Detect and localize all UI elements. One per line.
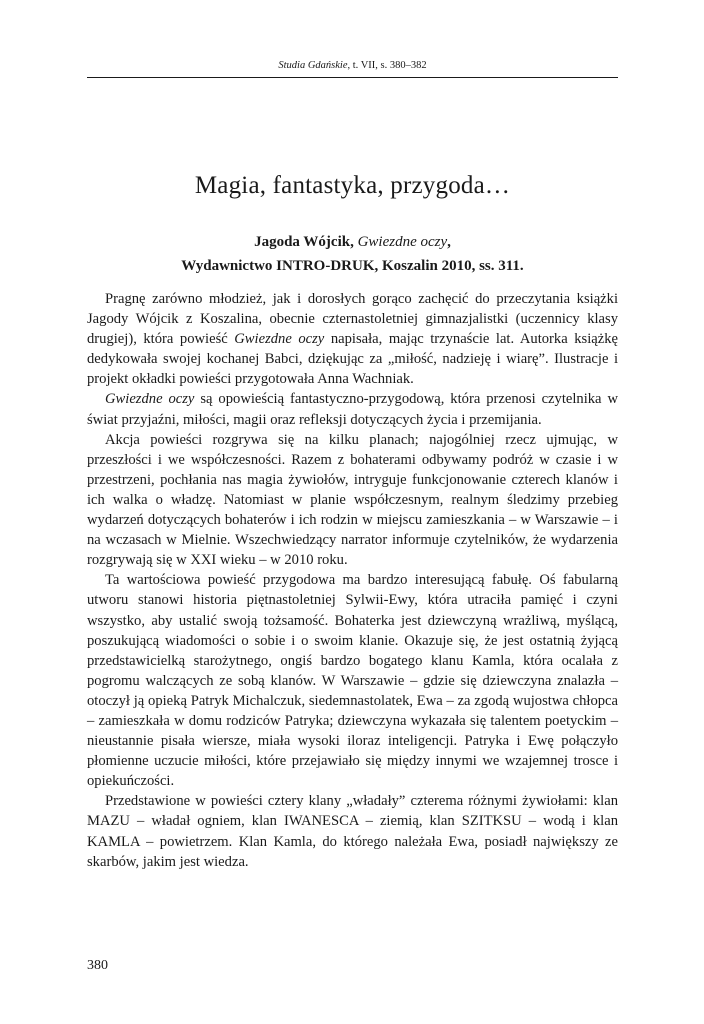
- paragraph-1: [87, 289, 618, 389]
- paragraph-5: Przedstawione w powieści cztery klany „władały” czterema różnymi żywiołami: klan MAZU – władał ogniem, klan IWANESCA – ziemią, klan SZITKSU – wodą i klan KAMLA – powietrzem. Klan Kamla, do którego należała Ewa, posiadł największy ze skarbów, jakim jest wiedza.: [87, 793, 618, 870]
- paragraph-4: Ta wartościowa powieść przygodowa ma bardzo interesującą fabułę. Oś fabularną utworu stanowi historia piętnastoletniej Sylwii-Ewy, która utraciła pamięć i czyni wszystko, aby ustalić swoją tożsamość. Bohaterka jest dziewczyną wrażliwą, myślącą, poszukującą wiadomości o sobie i o swoim klanie. Okazuje się, że jest ostatnią żyjącą przedstawicielką starożytnego, ongiś bardzo bogatego klanu Kamla, która ocalała z pogromu walczących ze sobą klanów. W Warszawie – gdzie się dziewczyna znalazła – otoczył ją opieką Patryk Michalczuk, siedemnastolatek, Ewa – za zgodą wujostwa chłopca – zamieszkała w domu rodziców Patryka; dziewczyna wykazała się talentem poetyckim – nieustannie pisała wiersze, miała wysoki iloraz inteligencji. Patryka i Ewę połączyło płomienne uczucie miłości, które przejawiało się między innymi we wzajemnej trosce i opiekuńczości.: [87, 572, 618, 790]
- paragraph-1-text-end: napisała, mając trzynaście lat. Autorka książkę dedykowała swojej kochanej Babci, dziękując za „miłość, nadzieję i wiarę”. Ilustracje i projekt okładki powieści przygotowała Anna Wachniak.: [87, 331, 618, 388]
- paragraph-2-text: są opowieścią fantastyczno-przygodową, która przenosi czytelnika w świat przyjaźni, miłości, magii oraz refleksji dotyczących życia i przemijania.: [87, 391, 618, 428]
- paragraph-1-book-title: Gwiezdne oczy: [234, 331, 325, 348]
- article-title: Magia, fantastyka, przygoda…: [194, 172, 511, 199]
- page-number: 380: [87, 958, 108, 973]
- paragraph-2: [87, 389, 618, 429]
- citation-line-1: [87, 230, 618, 254]
- book-publisher: Wydawnictwo INTRO-DRUK, Koszalin 2010, ss. 311.: [181, 258, 524, 274]
- citation-comma: ,: [447, 234, 451, 250]
- paragraph-1-text: Pragnę zarówno młodzież, jak i dorosłych gorąco zachęcić do przeczytania książki Jagody Wójcik z Koszalina, obecnie czternastoletniej gimnazjalistki (uczennicy klasy drugiej), która powieść: [87, 291, 618, 348]
- paragraph-3: Akcja powieści rozgrywa się na kilku planach; najogólniej rzecz ujmując, w przeszłości i we współczesności. Razem z bohaterami odbywamy podróż w czasie i w przestrzeni, pochłania nas magia żywiołów, intryguje funkcjonowanie czterech klanów i ich walka o władzę. Natomiast w planie współczesnym, realnym śledzimy przebieg wydarzeń dotyczących bohaterów i ich rodzin w miejscu zamieszkania – w Warszawie – i na wczasach w Mielnie. Wszechwiedzący narrator informuje czytelników, że wydarzenia rozgrywają się w XXI wieku – w 2010 roku.: [87, 431, 618, 569]
- book-title: Gwiezdne oczy: [357, 234, 448, 250]
- book-author: Jagoda Wójcik,: [254, 234, 354, 250]
- journal-name: Studia Gdańskie: [278, 60, 348, 71]
- article-body: [87, 289, 618, 872]
- paragraph-2-book-title: Gwiezdne oczy: [105, 391, 195, 408]
- book-citation: [87, 230, 618, 278]
- running-head: [87, 60, 618, 78]
- journal-details: , t. VII, s. 380–382: [347, 60, 427, 71]
